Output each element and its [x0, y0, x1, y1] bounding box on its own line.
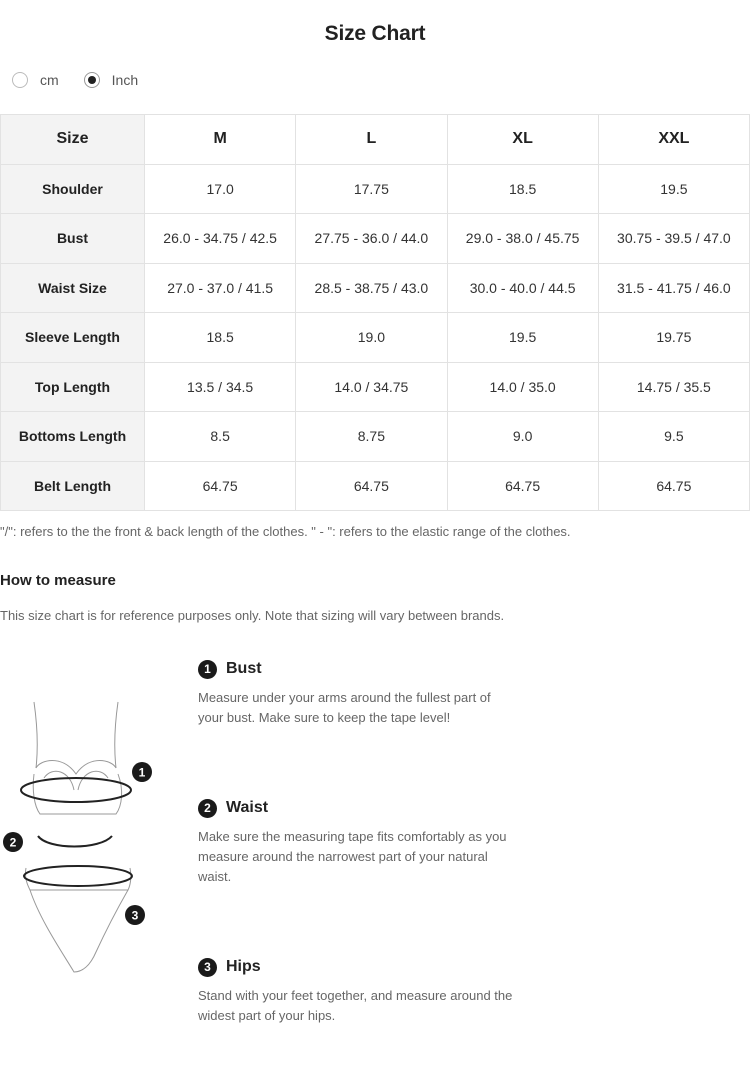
step-title: Bust: [226, 660, 262, 677]
table-cell: 30.0 - 40.0 / 44.5: [447, 263, 598, 313]
table-cell: 13.5 / 34.5: [145, 362, 296, 412]
table-row: [1, 412, 750, 462]
unit-selector: [12, 72, 163, 88]
table-cell: 18.5: [145, 313, 296, 363]
radio-inch[interactable]: [84, 72, 100, 88]
table-cell: 27.0 - 37.0 / 41.5: [145, 263, 296, 313]
body-measurement-figure: [0, 690, 160, 1010]
table-cell: 19.75: [598, 313, 749, 363]
table-cell: 19.0: [296, 313, 447, 363]
table-cell: 19.5: [598, 164, 749, 214]
header-cell: Size: [1, 115, 145, 165]
table-cell: 64.75: [296, 461, 447, 511]
svg-text:1: 1: [138, 765, 146, 780]
row-label: Bottoms Length: [1, 412, 145, 462]
figure-marker-1: [132, 762, 152, 782]
table-header-row: [1, 115, 750, 165]
row-label: Sleeve Length: [1, 313, 145, 363]
size-table: [0, 114, 750, 511]
measure-step-bust: [198, 658, 528, 728]
table-cell: 14.75 / 35.5: [598, 362, 749, 412]
table-row: [1, 214, 750, 264]
step-description: Make sure the measuring tape fits comfortably as you measure around the narrowest part of your natural waist.: [198, 829, 507, 884]
table-cell: 17.0: [145, 164, 296, 214]
unit-option-inch[interactable]: [84, 72, 138, 88]
figure-marker-2: [3, 832, 23, 852]
unit-label-cm: cm: [40, 72, 59, 88]
measure-step-hips: [198, 956, 528, 1026]
header-cell: M: [145, 115, 296, 165]
how-to-measure-heading: How to measure: [0, 572, 116, 589]
page-title: Size Chart: [324, 22, 426, 45]
step-number-badge: 1: [198, 660, 217, 679]
step-description: Stand with your feet together, and measure around the widest part of your hips.: [198, 988, 513, 1023]
table-cell: 9.5: [598, 412, 749, 462]
table-cell: 64.75: [447, 461, 598, 511]
row-label: Belt Length: [1, 461, 145, 511]
step-title: Waist: [226, 799, 269, 816]
step-description: Measure under your arms around the fullest part of your bust. Make sure to keep the tape level!: [198, 690, 491, 725]
waist-tape-line: [38, 836, 112, 847]
unit-option-cm[interactable]: [12, 72, 59, 88]
svg-text:2: 2: [9, 835, 17, 850]
row-label: Shoulder: [1, 164, 145, 214]
svg-text:3: 3: [131, 908, 139, 923]
step-title: Hips: [226, 958, 261, 975]
hip-tape-line: [24, 866, 132, 886]
table-row: [1, 313, 750, 363]
table-cell: 17.75: [296, 164, 447, 214]
table-cell: 8.75: [296, 412, 447, 462]
table-cell: 31.5 - 41.75 / 46.0: [598, 263, 749, 313]
table-cell: 27.75 - 36.0 / 44.0: [296, 214, 447, 264]
table-row: [1, 362, 750, 412]
bust-tape-line: [21, 778, 131, 802]
figure-marker-3: [125, 905, 145, 925]
table-cell: 30.75 - 39.5 / 47.0: [598, 214, 749, 264]
table-cell: 26.0 - 34.75 / 42.5: [145, 214, 296, 264]
step-number-badge: 3: [198, 958, 217, 977]
measure-step-waist: [198, 797, 528, 887]
unit-label-inch: Inch: [111, 72, 139, 88]
table-row: [1, 263, 750, 313]
table-cell: 19.5: [447, 313, 598, 363]
radio-cm[interactable]: [12, 72, 28, 88]
header-cell: L: [296, 115, 447, 165]
header-cell: XXL: [598, 115, 749, 165]
table-cell: 8.5: [145, 412, 296, 462]
table-footnote: "/": refers to the the front & back length of the clothes. " - ": refers to the elastic range of the clothes.: [0, 524, 571, 539]
table-cell: 29.0 - 38.0 / 45.75: [447, 214, 598, 264]
row-label: Waist Size: [1, 263, 145, 313]
table-cell: 18.5: [447, 164, 598, 214]
table-cell: 64.75: [145, 461, 296, 511]
table-cell: 14.0 / 35.0: [447, 362, 598, 412]
step-number-badge: 2: [198, 799, 217, 818]
reference-note: This size chart is for reference purposes only. Note that sizing will vary between brands.: [0, 608, 505, 623]
header-cell: XL: [447, 115, 598, 165]
table-cell: 9.0: [447, 412, 598, 462]
table-row: [1, 461, 750, 511]
table-cell: 14.0 / 34.75: [296, 362, 447, 412]
table-cell: 64.75: [598, 461, 749, 511]
table-cell: 28.5 - 38.75 / 43.0: [296, 263, 447, 313]
row-label: Bust: [1, 214, 145, 264]
table-row: [1, 164, 750, 214]
row-label: Top Length: [1, 362, 145, 412]
